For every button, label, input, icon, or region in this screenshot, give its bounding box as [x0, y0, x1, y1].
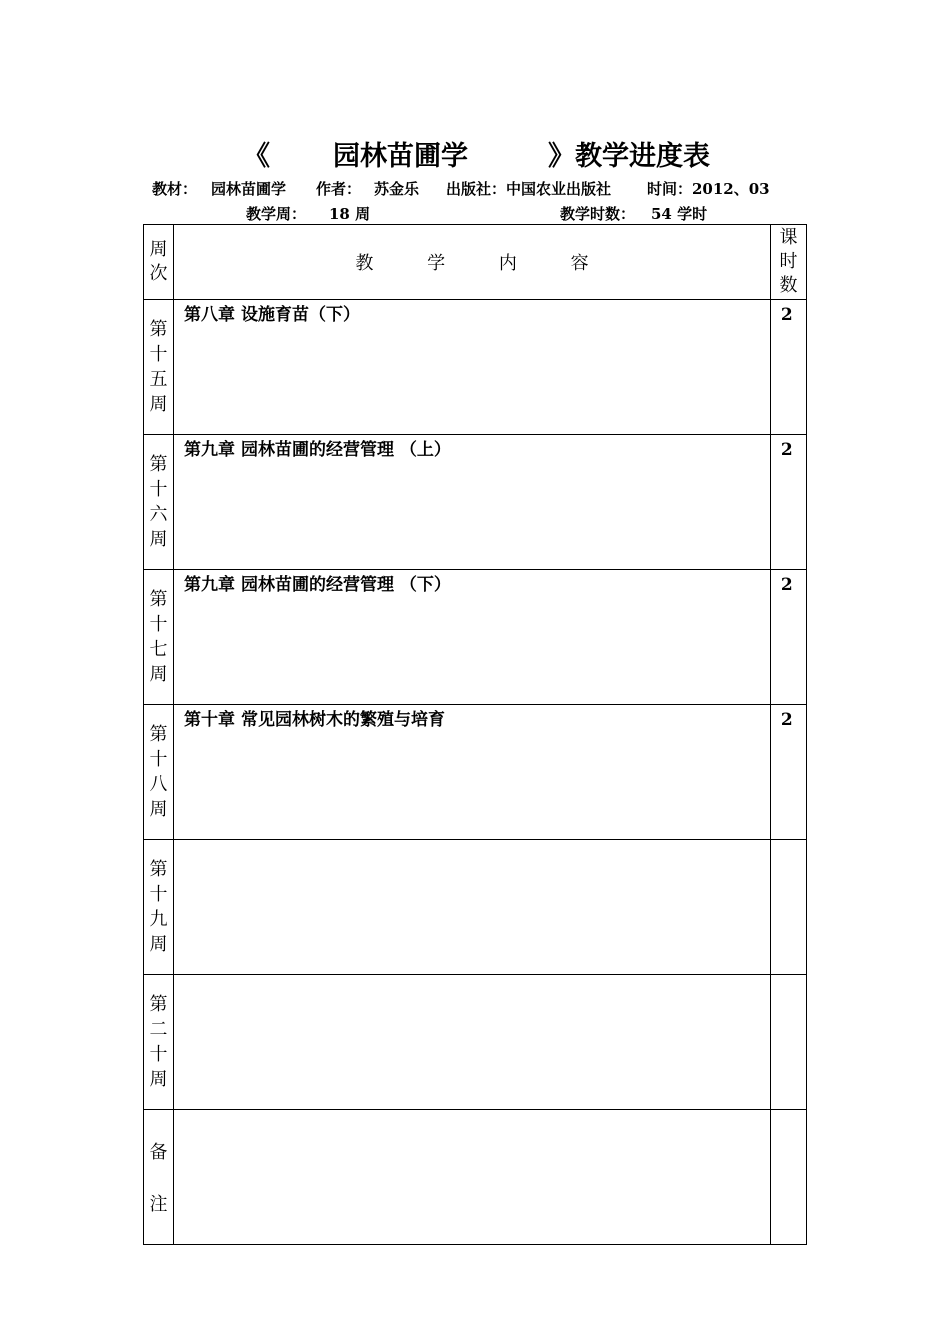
week-char: 九 — [149, 909, 168, 930]
content-cell: 第九章 园林苗圃的经营管理 （上） — [174, 435, 771, 570]
header-content-char: 学 — [427, 253, 446, 274]
note-char: 注 — [149, 1194, 168, 1215]
week-cell — [144, 435, 174, 570]
week-char: 周 — [149, 529, 168, 550]
weeks-label: 教学周： — [246, 205, 307, 223]
week-char: 周 — [149, 934, 168, 955]
table-row — [144, 570, 807, 705]
content-cell: 第八章 设施育苗（下） — [174, 300, 771, 435]
weeks-value: 18 周 — [329, 205, 371, 223]
hours-cell: 2 — [770, 705, 806, 840]
table-row — [144, 840, 807, 975]
title-book-name: 园林苗圃学 — [333, 141, 468, 172]
week-char: 十 — [149, 614, 168, 635]
hours-label: 教学时数： — [560, 205, 636, 223]
note-label-cell — [144, 1110, 174, 1245]
textbook-label: 教材： — [152, 180, 198, 198]
week-cell — [144, 300, 174, 435]
hours-cell — [770, 975, 806, 1110]
week-cell — [144, 975, 174, 1110]
note-row — [144, 1110, 807, 1245]
header-content-char: 教 — [355, 253, 374, 274]
title-suffix: 》教学进度表 — [548, 141, 710, 172]
week-cell — [144, 570, 174, 705]
hours-value: 54 学时 — [651, 205, 708, 223]
content-cell: 第九章 园林苗圃的经营管理 （下） — [174, 570, 771, 705]
header-hours-char: 数 — [779, 275, 798, 296]
week-char: 五 — [149, 369, 168, 390]
week-char: 二 — [149, 1019, 168, 1040]
page-title — [0, 134, 950, 170]
week-char: 第 — [149, 454, 168, 475]
week-char: 周 — [149, 1069, 168, 1090]
header-content-char: 内 — [498, 253, 517, 274]
table-header-row — [144, 225, 807, 300]
week-char: 第 — [149, 859, 168, 880]
note-char: 备 — [149, 1142, 168, 1163]
header-week-char: 周 — [149, 239, 168, 260]
hours-cell: 2 — [770, 570, 806, 705]
note-content-cell — [174, 1110, 771, 1245]
week-char: 第 — [149, 319, 168, 340]
publisher: 出版社：中国农业出版社 — [446, 180, 612, 198]
content-cell — [174, 840, 771, 975]
week-cell — [144, 705, 174, 840]
header-week-char: 次 — [149, 263, 168, 284]
week-char: 第 — [149, 994, 168, 1015]
header-content-char: 容 — [570, 253, 589, 274]
textbook-value: 园林苗圃学 — [211, 180, 287, 198]
header-week — [144, 225, 174, 300]
hours-cell: 2 — [770, 435, 806, 570]
table-row — [144, 975, 807, 1110]
header-hours-char: 课 — [779, 227, 798, 248]
week-char: 十 — [149, 479, 168, 500]
week-char: 十 — [149, 884, 168, 905]
content-cell — [174, 975, 771, 1110]
header-content — [174, 225, 771, 300]
table-row — [144, 300, 807, 435]
week-char: 八 — [149, 774, 168, 795]
week-char: 十 — [149, 344, 168, 365]
week-cell — [144, 840, 174, 975]
content-cell: 第十章 常见园林树木的繁殖与培育 — [174, 705, 771, 840]
week-char: 七 — [149, 639, 168, 660]
header-hours-char: 时 — [779, 251, 798, 272]
hours-cell — [770, 840, 806, 975]
week-char: 第 — [149, 724, 168, 745]
hours-cell: 2 — [770, 300, 806, 435]
table-row — [144, 435, 807, 570]
week-char: 周 — [149, 394, 168, 415]
week-char: 六 — [149, 504, 168, 525]
note-hours-cell — [770, 1110, 806, 1245]
title-open-bracket: 《 — [243, 141, 270, 172]
week-char: 第 — [149, 589, 168, 610]
week-char: 周 — [149, 799, 168, 820]
table-row — [144, 705, 807, 840]
week-char: 周 — [149, 664, 168, 685]
week-char: 十 — [149, 749, 168, 770]
week-char: 十 — [149, 1044, 168, 1065]
header-hours — [770, 225, 806, 300]
time: 时间：2012、03 — [647, 180, 770, 198]
author-label: 作者： — [316, 180, 362, 198]
author-value: 苏金乐 — [374, 180, 420, 198]
schedule-table — [143, 224, 807, 1245]
